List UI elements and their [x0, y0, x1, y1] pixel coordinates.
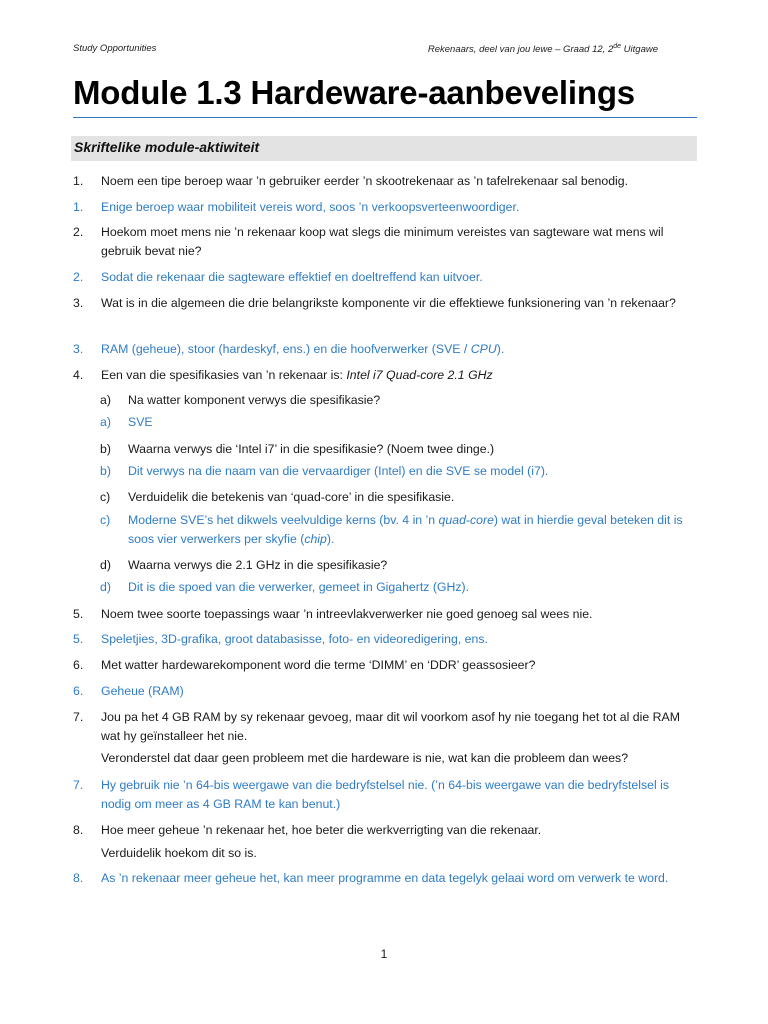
- subquestion-letter: d): [100, 558, 111, 572]
- question-text-part: Een van die spesifikasies van ’n rekenaar is:: [101, 368, 347, 382]
- subanswer-letter: d): [100, 580, 111, 594]
- question-number: 8.: [73, 823, 84, 837]
- question-text-italic: Intel i7 Quad-core 2.1 GHz: [346, 368, 493, 382]
- question-number: 6.: [73, 658, 84, 672]
- running-header-left: Study Opportunities: [73, 43, 157, 54]
- subanswer-text: [128, 511, 693, 549]
- answer-text-italic: CPU: [470, 342, 497, 356]
- answer-number: 1.: [73, 200, 84, 214]
- page-title: Module 1.3 Hardeware-aanbevelings: [73, 73, 697, 118]
- question-text: Verduidelik hoekom dit so is.: [101, 846, 257, 860]
- answer-text: Speletjies, 3D-grafika, groot databasisse, foto- en videoredigering, ens.: [101, 632, 488, 646]
- subanswer-text-part: ).: [326, 532, 335, 546]
- question-text: Met watter hardewarekomponent word die terme ‘DIMM’ en ‘DDR’ geassosieer?: [101, 658, 536, 672]
- question-text: Hoe meer geheue ’n rekenaar het, hoe beter die werkverrigting van die rekenaar.: [101, 823, 542, 837]
- answer-text: [101, 340, 693, 359]
- subquestion-letter: a): [100, 393, 111, 407]
- answer-text: Sodat die rekenaar die sagteware effektief en doeltreffend kan uitvoer.: [101, 270, 483, 284]
- subquestion-text: Verduidelik die betekenis van ‘quad-core’ in die spesifikasie.: [128, 490, 455, 504]
- answer-number: 3.: [73, 342, 84, 356]
- answer-text-part: ).: [496, 342, 505, 356]
- answer-text: Enige beroep waar mobiliteit vereis word, soos ’n verkoopsverteenwoordiger.: [101, 200, 520, 214]
- subanswer-letter: c): [100, 513, 111, 527]
- question-text: Veronderstel dat daar geen probleem met die hardeware is nie, wat kan die probleem dan wees?: [101, 751, 629, 765]
- subquestion-text: Na watter komponent verwys die spesifikasie?: [128, 393, 381, 407]
- subanswer-text: SVE: [128, 415, 153, 429]
- question-number: 7.: [73, 710, 84, 724]
- subanswer-text-italic: quad-core: [438, 513, 494, 527]
- question-text: [101, 366, 693, 385]
- subquestion-text: Waarna verwys die 2.1 GHz in die spesifikasie?: [128, 558, 388, 572]
- subanswer-text: Dit verwys na die naam van die vervaardiger (Intel) en die SVE se model (i7).: [128, 464, 549, 478]
- answer-text: Geheue (RAM): [101, 684, 184, 698]
- subanswer-text-italic: chip: [304, 532, 327, 546]
- section-heading: Skriftelike module-aktiwiteit: [74, 139, 260, 155]
- question-number: 2.: [73, 225, 84, 239]
- answer-text: Hy gebruik nie ’n 64-bis weergawe van die bedryfstelsel nie. (’n 64-bis weergawe van die bedryfstelsel is nodig om meer as 4 GB RAM te kan benut.): [101, 778, 669, 811]
- question-text: Noem twee soorte toepassings waar ’n intreevlakverwerker nie goed genoeg sal wees nie.: [101, 607, 593, 621]
- answer-text: As ’n rekenaar meer geheue het, kan meer programme en data tegelyk gelaai word om verwerk te word.: [101, 871, 669, 885]
- subanswer-text: Dit is die spoed van die verwerker, gemeet in Gigahertz (GHz).: [128, 580, 470, 594]
- question-number: 1.: [73, 174, 84, 188]
- question-number: 4.: [73, 368, 84, 382]
- section-heading-bar: [71, 136, 697, 161]
- running-header-right: Rekenaars, deel van jou lewe – Graad 12, 2de Uitgawe: [427, 43, 658, 56]
- subquestion-text: Waarna verwys die ‘Intel i7’ in die spesifikasie? (Noem twee dinge.): [128, 442, 495, 456]
- question-text: Noem een tipe beroep waar ’n gebruiker eerder ’n skootrekenaar as ’n tafelrekenaar sal benodig.: [101, 174, 629, 188]
- answer-text-part: RAM (geheue), stoor (hardeskyf, ens.) en die hoofverwerker (SVE /: [101, 342, 471, 356]
- question-text: Wat is in die algemeen die drie belangrikste komponente vir die effektiewe funksionering van ’n rekenaar?: [101, 296, 676, 310]
- answer-number: 8.: [73, 871, 84, 885]
- subanswer-text-part: ) wat in hierdie geval beteken dit is soos vier verwerkers per skyfie (: [128, 513, 683, 546]
- subanswer-text-part: Moderne SVE’s het dikwels veelvuldige kerns (bv. 4 in ’n: [128, 513, 439, 527]
- answer-number: 5.: [73, 632, 84, 646]
- answer-number: 2.: [73, 270, 84, 284]
- page-number: 1: [380, 947, 388, 961]
- question-text: Jou pa het 4 GB RAM by sy rekenaar gevoeg, maar dit wil voorkom asof hy nie toegang het tot al die RAM wat hy geïnstalleer het nie.: [101, 710, 680, 743]
- question-number: 5.: [73, 607, 84, 621]
- answer-number: 7.: [73, 778, 84, 792]
- question-number: 3.: [73, 296, 84, 310]
- subquestion-letter: b): [100, 442, 111, 456]
- question-text: Hoekom moet mens nie ’n rekenaar koop wat slegs die minimum vereistes van sagteware wat mens wil gebruik bevat nie?: [101, 225, 664, 258]
- subquestion-letter: c): [100, 490, 111, 504]
- answer-number: 6.: [73, 684, 84, 698]
- subanswer-letter: b): [100, 464, 111, 478]
- subanswer-letter: a): [100, 415, 111, 429]
